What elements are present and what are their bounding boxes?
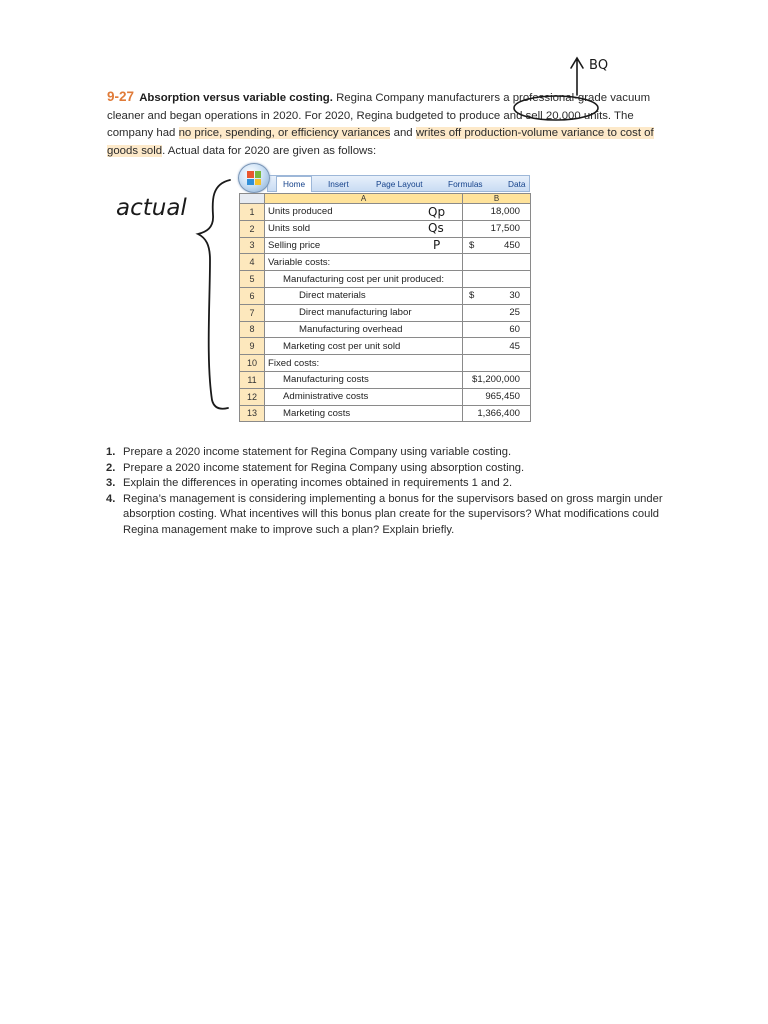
requirement-number: 1. [106,446,116,458]
cell-label[interactable]: Administrative costs [265,388,463,405]
cell-amount: 450 [503,239,520,251]
arrow-up-icon [571,58,583,95]
row-header[interactable]: 2 [240,220,265,237]
cell-amount: 17,500 [490,223,520,235]
cell-label[interactable]: Selling price [265,237,463,254]
cell-label[interactable]: Units produced [265,204,463,221]
cell-amount: $1,200,000 [471,374,520,386]
cell-amount: 1,366,400 [477,407,520,419]
circle-mark [514,96,598,120]
cell-amount: 45 [509,340,520,352]
annotation-p: P [433,238,441,252]
highlight-writes-off: writes off production-volume variance to cost of goods sold [107,127,654,157]
annotation-bq: BQ [589,58,609,73]
problem-text-3: . Actual data for 2020 are given as follows: [162,144,377,157]
cell-label[interactable]: Marketing cost per unit sold [265,338,463,355]
cell-amount: 30 [509,290,520,302]
requirement-number: 2. [106,461,116,474]
row-header[interactable]: 3 [240,237,265,254]
tab-formulas[interactable]: Formulas [448,179,483,189]
column-header-a[interactable]: A [265,194,463,204]
highlight-no-variances: no price, spending, or efficiency variances [178,127,391,139]
cell-amount: 965,450 [485,391,520,403]
annotation-actual: actual [116,195,187,221]
annotation-qs: Qs [428,221,444,235]
cell-label[interactable]: Direct manufacturing labor [265,304,463,321]
requirement-text: Prepare a 2020 income statement for Regina Company using variable costing. [123,446,512,458]
cell-label[interactable]: Manufacturing cost per unit produced: [265,271,463,288]
currency-symbol: $ [469,290,475,302]
tab-home[interactable]: Home [276,176,312,192]
row-header[interactable]: 5 [240,271,265,288]
cell-label[interactable]: Units sold [265,220,463,237]
tab-data[interactable]: Data [508,179,526,189]
row-header[interactable]: 11 [240,371,265,388]
cell-amount: 25 [509,307,520,319]
problem-number: 9-27 [107,89,135,104]
tab-insert[interactable]: Insert [328,179,349,189]
cell-label[interactable]: Direct materials [265,287,463,304]
cell-amount: 60 [509,323,520,335]
cell-label[interactable]: Manufacturing overhead [265,321,463,338]
row-header[interactable]: 1 [240,204,265,221]
cell-amount: 18,000 [490,206,520,218]
cell-label[interactable]: Manufacturing costs [265,371,463,388]
problem-text-2: and [390,127,416,139]
row-header[interactable]: 9 [240,338,265,355]
row-header[interactable]: 4 [240,254,265,271]
row-header[interactable]: 7 [240,304,265,321]
row-header[interactable]: 12 [240,388,265,405]
row-header[interactable]: 10 [240,355,265,372]
cell-label[interactable]: Variable costs: [265,254,463,271]
column-header-b[interactable]: B [463,194,531,204]
requirement-text: Regina’s management is considering implementing a bonus for the supervisors based on gross margin under absorption costing. What incentives will this bonus plan create for the supervisors? What modifications could Regina management make to improve such a plan? Explain briefly. [123,492,663,536]
cell-label[interactable]: Fixed costs: [265,355,463,372]
currency-symbol: $ [469,239,475,251]
requirement-text: Explain the differences in operating incomes obtained in requirements 1 and 2. [123,477,513,490]
row-header[interactable]: 6 [240,287,265,304]
brace-mark [198,180,230,409]
row-header[interactable]: 13 [240,405,265,422]
problem-text-1: Regina Company manufacturers a professional-grade vacuum cleaner and began operations in 2020. For 2020, Regina budgeted to produce and sell 20,000 units. The company had [107,92,651,139]
row-header[interactable]: 8 [240,321,265,338]
requirement-number: 3. [106,477,116,490]
cell-label[interactable]: Marketing costs [265,405,463,422]
tab-page-layout[interactable]: Page Layout [376,179,423,189]
requirement-number: 4. [106,492,116,505]
requirement-text: Prepare a 2020 income statement for Regina Company using absorption costing. [123,461,525,474]
annotation-qp: Qp [428,205,446,219]
problem-title: Absorption versus variable costing. [139,92,333,104]
